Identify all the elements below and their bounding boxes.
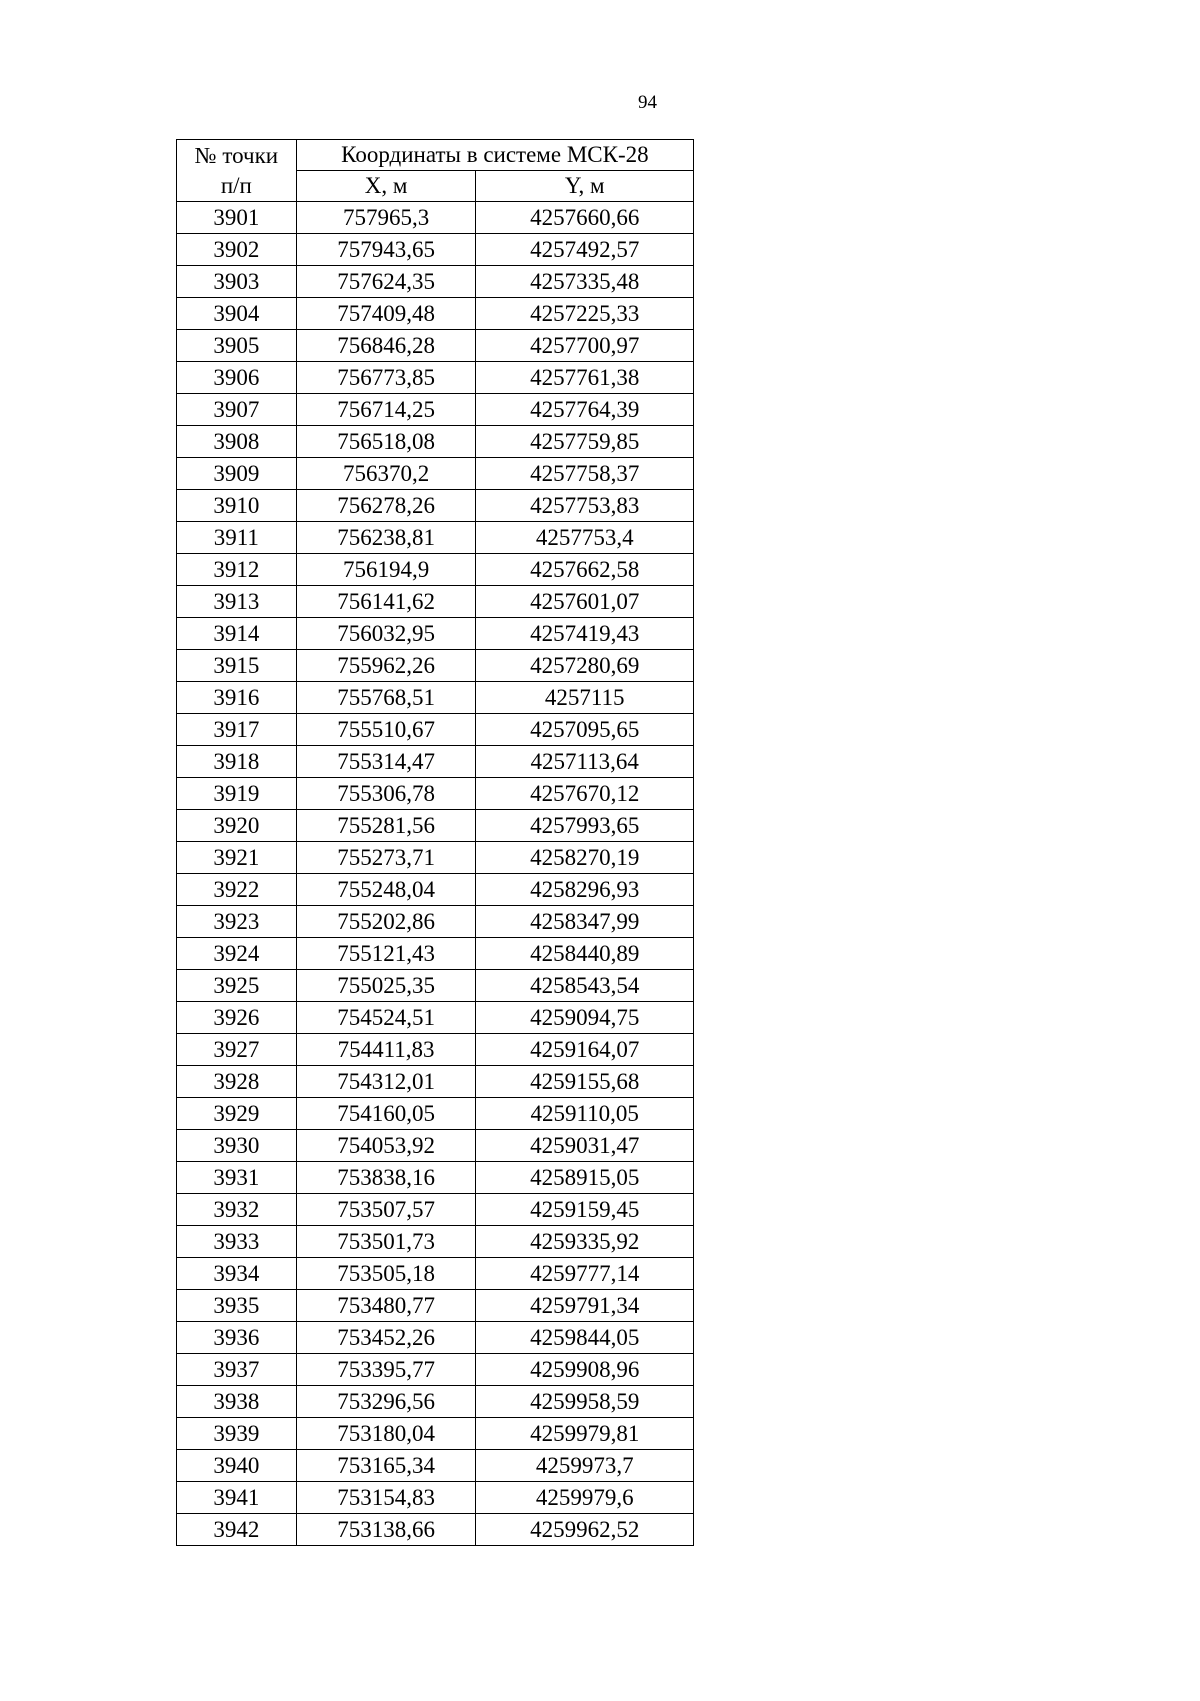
x-coordinate-cell: 755768,51: [296, 682, 476, 714]
y-coordinate-cell: 4257601,07: [476, 586, 694, 618]
point-number-header: [177, 140, 297, 202]
y-coordinate-cell: 4257280,69: [476, 650, 694, 682]
table-header: [177, 140, 694, 202]
x-coordinate-cell: 755281,56: [296, 810, 476, 842]
table-row: [177, 1258, 694, 1290]
point-number-cell: 3930: [177, 1130, 297, 1162]
x-coordinate-cell: 755025,35: [296, 970, 476, 1002]
y-column-header: Y, м: [476, 171, 694, 202]
x-coordinate-cell: 757409,48: [296, 298, 476, 330]
x-coordinate-cell: 755202,86: [296, 906, 476, 938]
coordinates-group-header: Координаты в системе МСК-28: [296, 140, 693, 171]
x-coordinate-cell: 753180,04: [296, 1418, 476, 1450]
point-number-cell: 3924: [177, 938, 297, 970]
x-coordinate-cell: 754312,01: [296, 1066, 476, 1098]
y-coordinate-cell: 4259164,07: [476, 1034, 694, 1066]
y-coordinate-cell: 4259031,47: [476, 1130, 694, 1162]
table-row: [177, 426, 694, 458]
point-number-header-line2: п/п: [220, 172, 252, 198]
point-number-cell: 3922: [177, 874, 297, 906]
table-row: [177, 810, 694, 842]
point-number-cell: 3911: [177, 522, 297, 554]
x-coordinate-cell: 754411,83: [296, 1034, 476, 1066]
y-coordinate-cell: 4258915,05: [476, 1162, 694, 1194]
y-coordinate-cell: 4257113,64: [476, 746, 694, 778]
x-coordinate-cell: 756773,85: [296, 362, 476, 394]
table-row: [177, 1034, 694, 1066]
x-coordinate-cell: 755314,47: [296, 746, 476, 778]
y-coordinate-cell: 4258543,54: [476, 970, 694, 1002]
point-number-cell: 3920: [177, 810, 297, 842]
table-row: [177, 554, 694, 586]
table-row: [177, 1194, 694, 1226]
point-number-cell: 3913: [177, 586, 297, 618]
x-coordinate-cell: 753838,16: [296, 1162, 476, 1194]
y-coordinate-cell: 4259973,7: [476, 1450, 694, 1482]
y-coordinate-cell: 4257670,12: [476, 778, 694, 810]
table-row: [177, 458, 694, 490]
table-row: [177, 1162, 694, 1194]
table-row: [177, 202, 694, 234]
x-coordinate-cell: 753505,18: [296, 1258, 476, 1290]
y-coordinate-cell: 4257662,58: [476, 554, 694, 586]
table-row: [177, 1290, 694, 1322]
y-coordinate-cell: 4257660,66: [476, 202, 694, 234]
point-number-cell: 3936: [177, 1322, 297, 1354]
x-coordinate-cell: 755306,78: [296, 778, 476, 810]
x-column-header: X, м: [296, 171, 476, 202]
point-number-cell: 3919: [177, 778, 297, 810]
table-row: [177, 1066, 694, 1098]
point-number-cell: 3929: [177, 1098, 297, 1130]
point-number-cell: 3912: [177, 554, 297, 586]
y-coordinate-cell: 4257335,48: [476, 266, 694, 298]
y-coordinate-cell: 4259110,05: [476, 1098, 694, 1130]
y-coordinate-cell: 4259155,68: [476, 1066, 694, 1098]
point-number-cell: 3909: [177, 458, 297, 490]
point-number-cell: 3901: [177, 202, 297, 234]
point-number-cell: 3928: [177, 1066, 297, 1098]
y-coordinate-cell: 4257492,57: [476, 234, 694, 266]
y-coordinate-cell: 4257700,97: [476, 330, 694, 362]
x-coordinate-cell: 755510,67: [296, 714, 476, 746]
x-coordinate-cell: 753452,26: [296, 1322, 476, 1354]
x-coordinate-cell: 755273,71: [296, 842, 476, 874]
x-coordinate-cell: 753395,77: [296, 1354, 476, 1386]
table-row: [177, 1418, 694, 1450]
y-coordinate-cell: 4257759,85: [476, 426, 694, 458]
point-number-cell: 3914: [177, 618, 297, 650]
y-coordinate-cell: 4258347,99: [476, 906, 694, 938]
x-coordinate-cell: 753501,73: [296, 1226, 476, 1258]
point-number-cell: 3904: [177, 298, 297, 330]
y-coordinate-cell: 4258270,19: [476, 842, 694, 874]
y-coordinate-cell: 4257095,65: [476, 714, 694, 746]
x-coordinate-cell: 753507,57: [296, 1194, 476, 1226]
table-row: [177, 522, 694, 554]
y-coordinate-cell: 4259979,81: [476, 1418, 694, 1450]
point-number-cell: 3910: [177, 490, 297, 522]
point-number-cell: 3925: [177, 970, 297, 1002]
point-number-cell: 3917: [177, 714, 297, 746]
x-coordinate-cell: 756714,25: [296, 394, 476, 426]
x-coordinate-cell: 757965,3: [296, 202, 476, 234]
point-number-cell: 3926: [177, 1002, 297, 1034]
x-coordinate-cell: 756518,08: [296, 426, 476, 458]
table-row: [177, 1226, 694, 1258]
y-coordinate-cell: 4257758,37: [476, 458, 694, 490]
y-coordinate-cell: 4257764,39: [476, 394, 694, 426]
table-row: [177, 1514, 694, 1546]
x-coordinate-cell: 753154,83: [296, 1482, 476, 1514]
table-row: [177, 970, 694, 1002]
y-coordinate-cell: 4257419,43: [476, 618, 694, 650]
y-coordinate-cell: 4257753,4: [476, 522, 694, 554]
y-coordinate-cell: 4259159,45: [476, 1194, 694, 1226]
x-coordinate-cell: 756194,9: [296, 554, 476, 586]
point-number-cell: 3916: [177, 682, 297, 714]
table-row: [177, 1482, 694, 1514]
y-coordinate-cell: 4259979,6: [476, 1482, 694, 1514]
y-coordinate-cell: 4259962,52: [476, 1514, 694, 1546]
x-coordinate-cell: 756238,81: [296, 522, 476, 554]
table-row: [177, 906, 694, 938]
point-number-cell: 3941: [177, 1482, 297, 1514]
point-number-cell: 3939: [177, 1418, 297, 1450]
y-coordinate-cell: 4259335,92: [476, 1226, 694, 1258]
x-coordinate-cell: 756370,2: [296, 458, 476, 490]
y-coordinate-cell: 4257753,83: [476, 490, 694, 522]
y-coordinate-cell: 4258440,89: [476, 938, 694, 970]
point-number-cell: 3903: [177, 266, 297, 298]
x-coordinate-cell: 753296,56: [296, 1386, 476, 1418]
point-number-cell: 3921: [177, 842, 297, 874]
table-row: [177, 1322, 694, 1354]
table-row: [177, 618, 694, 650]
x-coordinate-cell: 757624,35: [296, 266, 476, 298]
y-coordinate-cell: 4257225,33: [476, 298, 694, 330]
table-row: [177, 234, 694, 266]
table-row: [177, 1386, 694, 1418]
point-number-cell: 3942: [177, 1514, 297, 1546]
table-row: [177, 874, 694, 906]
x-coordinate-cell: 755962,26: [296, 650, 476, 682]
point-number-cell: 3934: [177, 1258, 297, 1290]
table-row: [177, 330, 694, 362]
point-number-cell: 3905: [177, 330, 297, 362]
table-row: [177, 650, 694, 682]
point-number-cell: 3907: [177, 394, 297, 426]
table-row: [177, 586, 694, 618]
x-coordinate-cell: 754524,51: [296, 1002, 476, 1034]
x-coordinate-cell: 755248,04: [296, 874, 476, 906]
x-coordinate-cell: 754160,05: [296, 1098, 476, 1130]
table-row: [177, 1450, 694, 1482]
y-coordinate-cell: 4259958,59: [476, 1386, 694, 1418]
table-row: [177, 682, 694, 714]
table-row: [177, 1002, 694, 1034]
y-coordinate-cell: 4259791,34: [476, 1290, 694, 1322]
point-number-cell: 3927: [177, 1034, 297, 1066]
y-coordinate-cell: 4259908,96: [476, 1354, 694, 1386]
table-body: [177, 202, 694, 1546]
table-row: [177, 1354, 694, 1386]
point-number-cell: 3938: [177, 1386, 297, 1418]
x-coordinate-cell: 756278,26: [296, 490, 476, 522]
point-number-cell: 3933: [177, 1226, 297, 1258]
x-coordinate-cell: 754053,92: [296, 1130, 476, 1162]
x-coordinate-cell: 756846,28: [296, 330, 476, 362]
coordinates-table: [176, 139, 694, 1546]
y-coordinate-cell: 4259094,75: [476, 1002, 694, 1034]
y-coordinate-cell: 4259844,05: [476, 1322, 694, 1354]
y-coordinate-cell: 4257115: [476, 682, 694, 714]
table-row: [177, 714, 694, 746]
table-row: [177, 842, 694, 874]
table-row: [177, 938, 694, 970]
point-number-cell: 3906: [177, 362, 297, 394]
point-number-cell: 3932: [177, 1194, 297, 1226]
point-number-cell: 3915: [177, 650, 297, 682]
table-row: [177, 362, 694, 394]
x-coordinate-cell: 753138,66: [296, 1514, 476, 1546]
x-coordinate-cell: 756032,95: [296, 618, 476, 650]
y-coordinate-cell: 4259777,14: [476, 1258, 694, 1290]
y-coordinate-cell: 4257761,38: [476, 362, 694, 394]
table-row: [177, 394, 694, 426]
x-coordinate-cell: 753165,34: [296, 1450, 476, 1482]
table-row: [177, 490, 694, 522]
point-number-cell: 3923: [177, 906, 297, 938]
table-row: [177, 298, 694, 330]
point-number-cell: 3935: [177, 1290, 297, 1322]
point-number-cell: 3940: [177, 1450, 297, 1482]
x-coordinate-cell: 757943,65: [296, 234, 476, 266]
point-number-cell: 3918: [177, 746, 297, 778]
x-coordinate-cell: 755121,43: [296, 938, 476, 970]
point-number-cell: 3908: [177, 426, 297, 458]
point-number-cell: 3902: [177, 234, 297, 266]
point-number-cell: 3931: [177, 1162, 297, 1194]
page-number: 94: [638, 92, 657, 113]
x-coordinate-cell: 756141,62: [296, 586, 476, 618]
table-row: [177, 266, 694, 298]
table-row: [177, 1130, 694, 1162]
table-row: [177, 746, 694, 778]
y-coordinate-cell: 4257993,65: [476, 810, 694, 842]
table-row: [177, 778, 694, 810]
y-coordinate-cell: 4258296,93: [476, 874, 694, 906]
point-number-cell: 3937: [177, 1354, 297, 1386]
x-coordinate-cell: 753480,77: [296, 1290, 476, 1322]
point-number-header-line1: № точки: [194, 142, 279, 168]
table-row: [177, 1098, 694, 1130]
